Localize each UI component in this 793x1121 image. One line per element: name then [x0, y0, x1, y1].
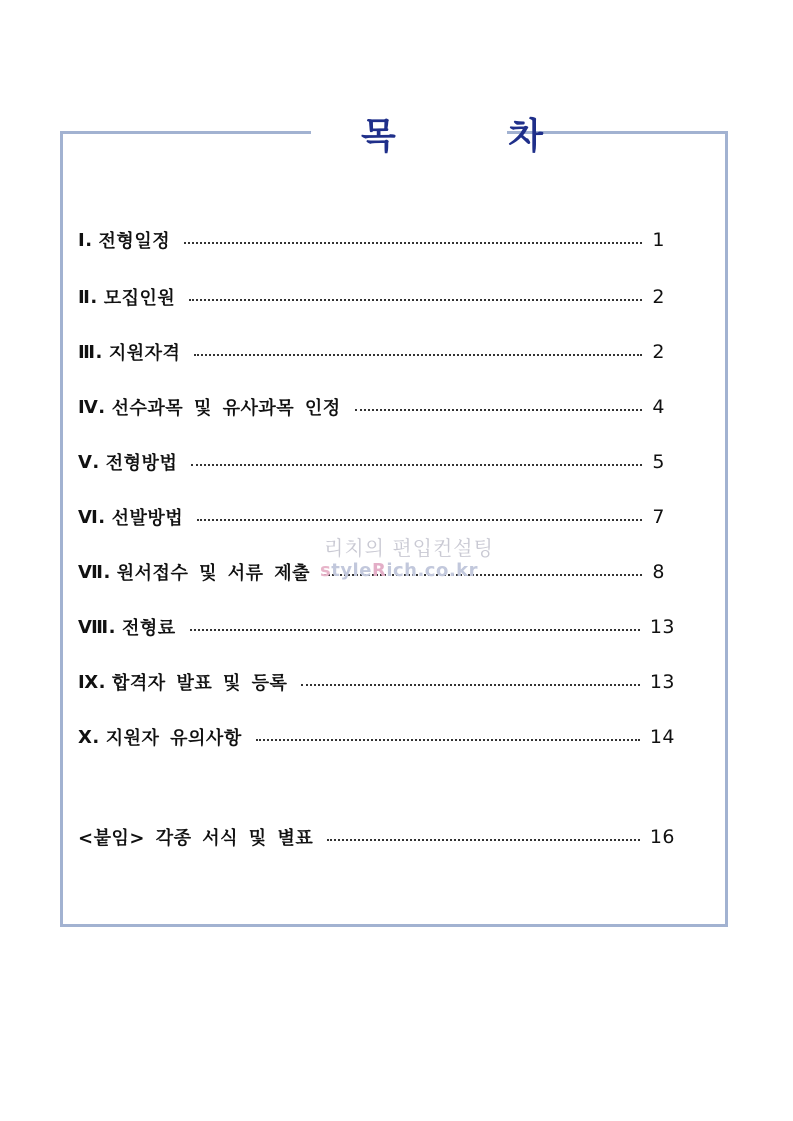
watermark-korean-text: 리치의 편입컨설팅 — [324, 536, 494, 560]
toc-row-label: 선발방법 — [111, 508, 184, 529]
toc-row-5[interactable] — [78, 449, 665, 475]
watermark-url-s: s — [320, 560, 332, 581]
toc-row-label: 전형방법 — [105, 453, 178, 474]
toc-row-page: 4 — [652, 396, 665, 418]
toc-row-7[interactable] — [78, 559, 665, 585]
toc-row-page: 7 — [652, 506, 665, 528]
toc-row-label: 모집인원 — [103, 288, 176, 309]
watermark-url-part1: tyle — [331, 560, 372, 581]
toc-row-page: 13 — [649, 671, 675, 693]
toc-row-number: Ⅰ. — [78, 229, 93, 251]
toc-dot-leader — [184, 232, 642, 244]
toc-row-label: <붙임> 각종 서식 및 별표 — [78, 828, 314, 849]
toc-row-label: 합격자 발표 및 등록 — [112, 673, 288, 694]
toc-row-number: Ⅶ. — [78, 561, 111, 583]
toc-row-2[interactable] — [78, 284, 665, 310]
toc-row-page: 8 — [652, 561, 665, 583]
toc-row-number: Ⅱ. — [78, 286, 98, 308]
toc-row-label: 지원자 유의사항 — [105, 728, 242, 749]
toc-row-1[interactable] — [78, 227, 665, 253]
toc-row-9[interactable] — [78, 669, 675, 695]
toc-dot-leader — [191, 454, 642, 466]
watermark-url-r: R — [371, 560, 387, 581]
toc-row-appendix[interactable] — [78, 824, 675, 850]
toc-dot-leader — [327, 829, 640, 841]
toc-dot-leader — [301, 674, 639, 686]
toc-row-6[interactable] — [78, 504, 665, 530]
toc-row-label: 전형료 — [121, 618, 176, 639]
toc-row-number: Ⅲ. — [78, 341, 103, 363]
toc-row-label: 전형일정 — [98, 231, 171, 252]
toc-row-label: 원서접수 및 서류 제출 — [116, 563, 311, 584]
toc-row-page: 14 — [649, 726, 675, 748]
toc-row-page: 2 — [652, 341, 665, 363]
toc-row-8[interactable] — [78, 614, 675, 640]
toc-row-page: 13 — [649, 616, 675, 638]
toc-row-number: Ⅷ. — [78, 616, 116, 638]
toc-row-page: 16 — [649, 826, 675, 848]
toc-dot-leader — [197, 509, 642, 521]
toc-row-label: 선수과목 및 유사과목 인정 — [111, 398, 341, 419]
watermark-url-part2: ich.co.kr — [386, 560, 479, 581]
toc-row-number: Ⅸ. — [78, 671, 107, 693]
toc-row-label: 지원자격 — [108, 343, 181, 364]
toc-row-10[interactable] — [78, 724, 675, 750]
toc-dot-leader — [324, 564, 642, 576]
toc-row-page: 1 — [652, 229, 665, 251]
toc-dot-leader — [355, 399, 643, 411]
toc-row-number: Ⅳ. — [78, 396, 106, 418]
toc-dot-leader — [190, 619, 640, 631]
page-title: 목 차 — [361, 116, 594, 157]
toc-dot-leader — [256, 729, 640, 741]
toc-row-number: Ⅹ. — [78, 726, 100, 748]
toc-dot-leader — [189, 289, 642, 301]
toc-row-number: Ⅴ. — [78, 451, 100, 473]
toc-row-4[interactable] — [78, 394, 665, 420]
toc-row-page: 2 — [652, 286, 665, 308]
toc-row-page: 5 — [652, 451, 665, 473]
toc-row-number: Ⅵ. — [78, 506, 106, 528]
toc-dot-leader — [194, 344, 642, 356]
toc-row-3[interactable] — [78, 339, 665, 365]
